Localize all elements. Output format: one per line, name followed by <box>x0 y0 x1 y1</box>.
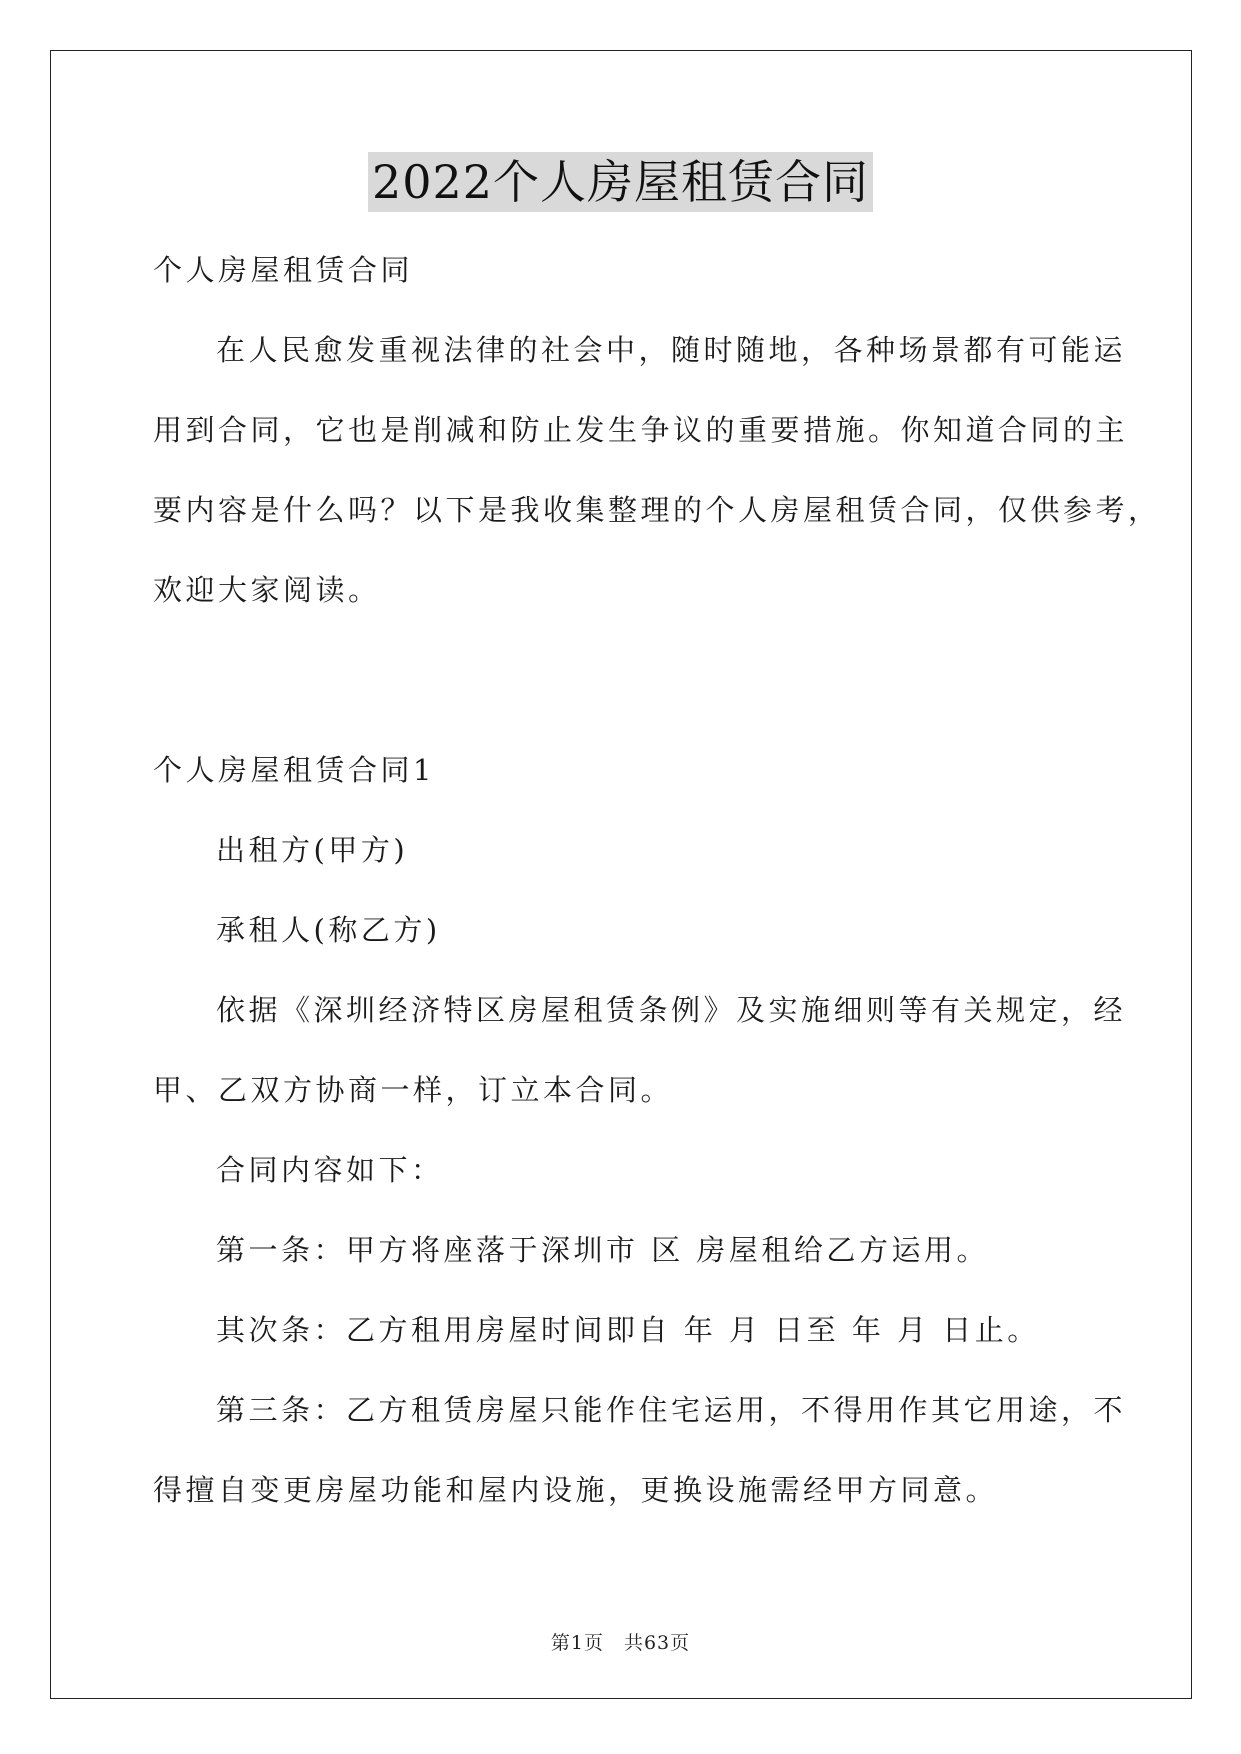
document-title: 2022个人房屋租赁合同 <box>368 152 873 212</box>
paragraph-line: 依据《深圳经济特区房屋租赁条例》及实施细则等有关规定，经 <box>216 993 1127 1027</box>
paragraph-line: 第一条：甲方将座落于深圳市 区 房屋租给乙方运用。 <box>216 1233 989 1267</box>
page-border <box>50 50 1192 1699</box>
paragraph-line: 其次条：乙方租用房屋时间即自 年 月 日至 年 月 日止。 <box>216 1313 1040 1347</box>
paragraph-line: 承租人(称乙方) <box>216 913 441 947</box>
paragraph-line: 出租方(甲方) <box>216 833 409 867</box>
paragraph-line: 甲、乙双方协商一样，订立本合同。 <box>153 1073 674 1107</box>
paragraph-line: 第三条：乙方租赁房屋只能作住宅运用，不得用作其它用途，不 <box>216 1393 1127 1427</box>
paragraph-line: 合同内容如下： <box>216 1153 444 1187</box>
section-heading: 个人房屋租赁合同1 <box>153 753 435 787</box>
page-footer: 第1页 共63页 <box>550 1632 691 1654</box>
paragraph-line: 欢迎大家阅读。 <box>153 573 381 607</box>
paragraph-line: 要内容是什么吗？以下是我收集整理的个人房屋租赁合同，仅供参考， <box>153 493 1161 527</box>
subtitle-line: 个人房屋租赁合同 <box>153 253 414 287</box>
paragraph-line: 得擅自变更房屋功能和屋内设施，更换设施需经甲方同意。 <box>153 1473 999 1507</box>
title-container <box>0 152 1241 212</box>
paragraph-line: 在人民愈发重视法律的社会中，随时随地，各种场景都有可能运 <box>216 333 1127 367</box>
paragraph-line: 用到合同，它也是削减和防止发生争议的重要措施。你知道合同的主 <box>153 413 1129 447</box>
